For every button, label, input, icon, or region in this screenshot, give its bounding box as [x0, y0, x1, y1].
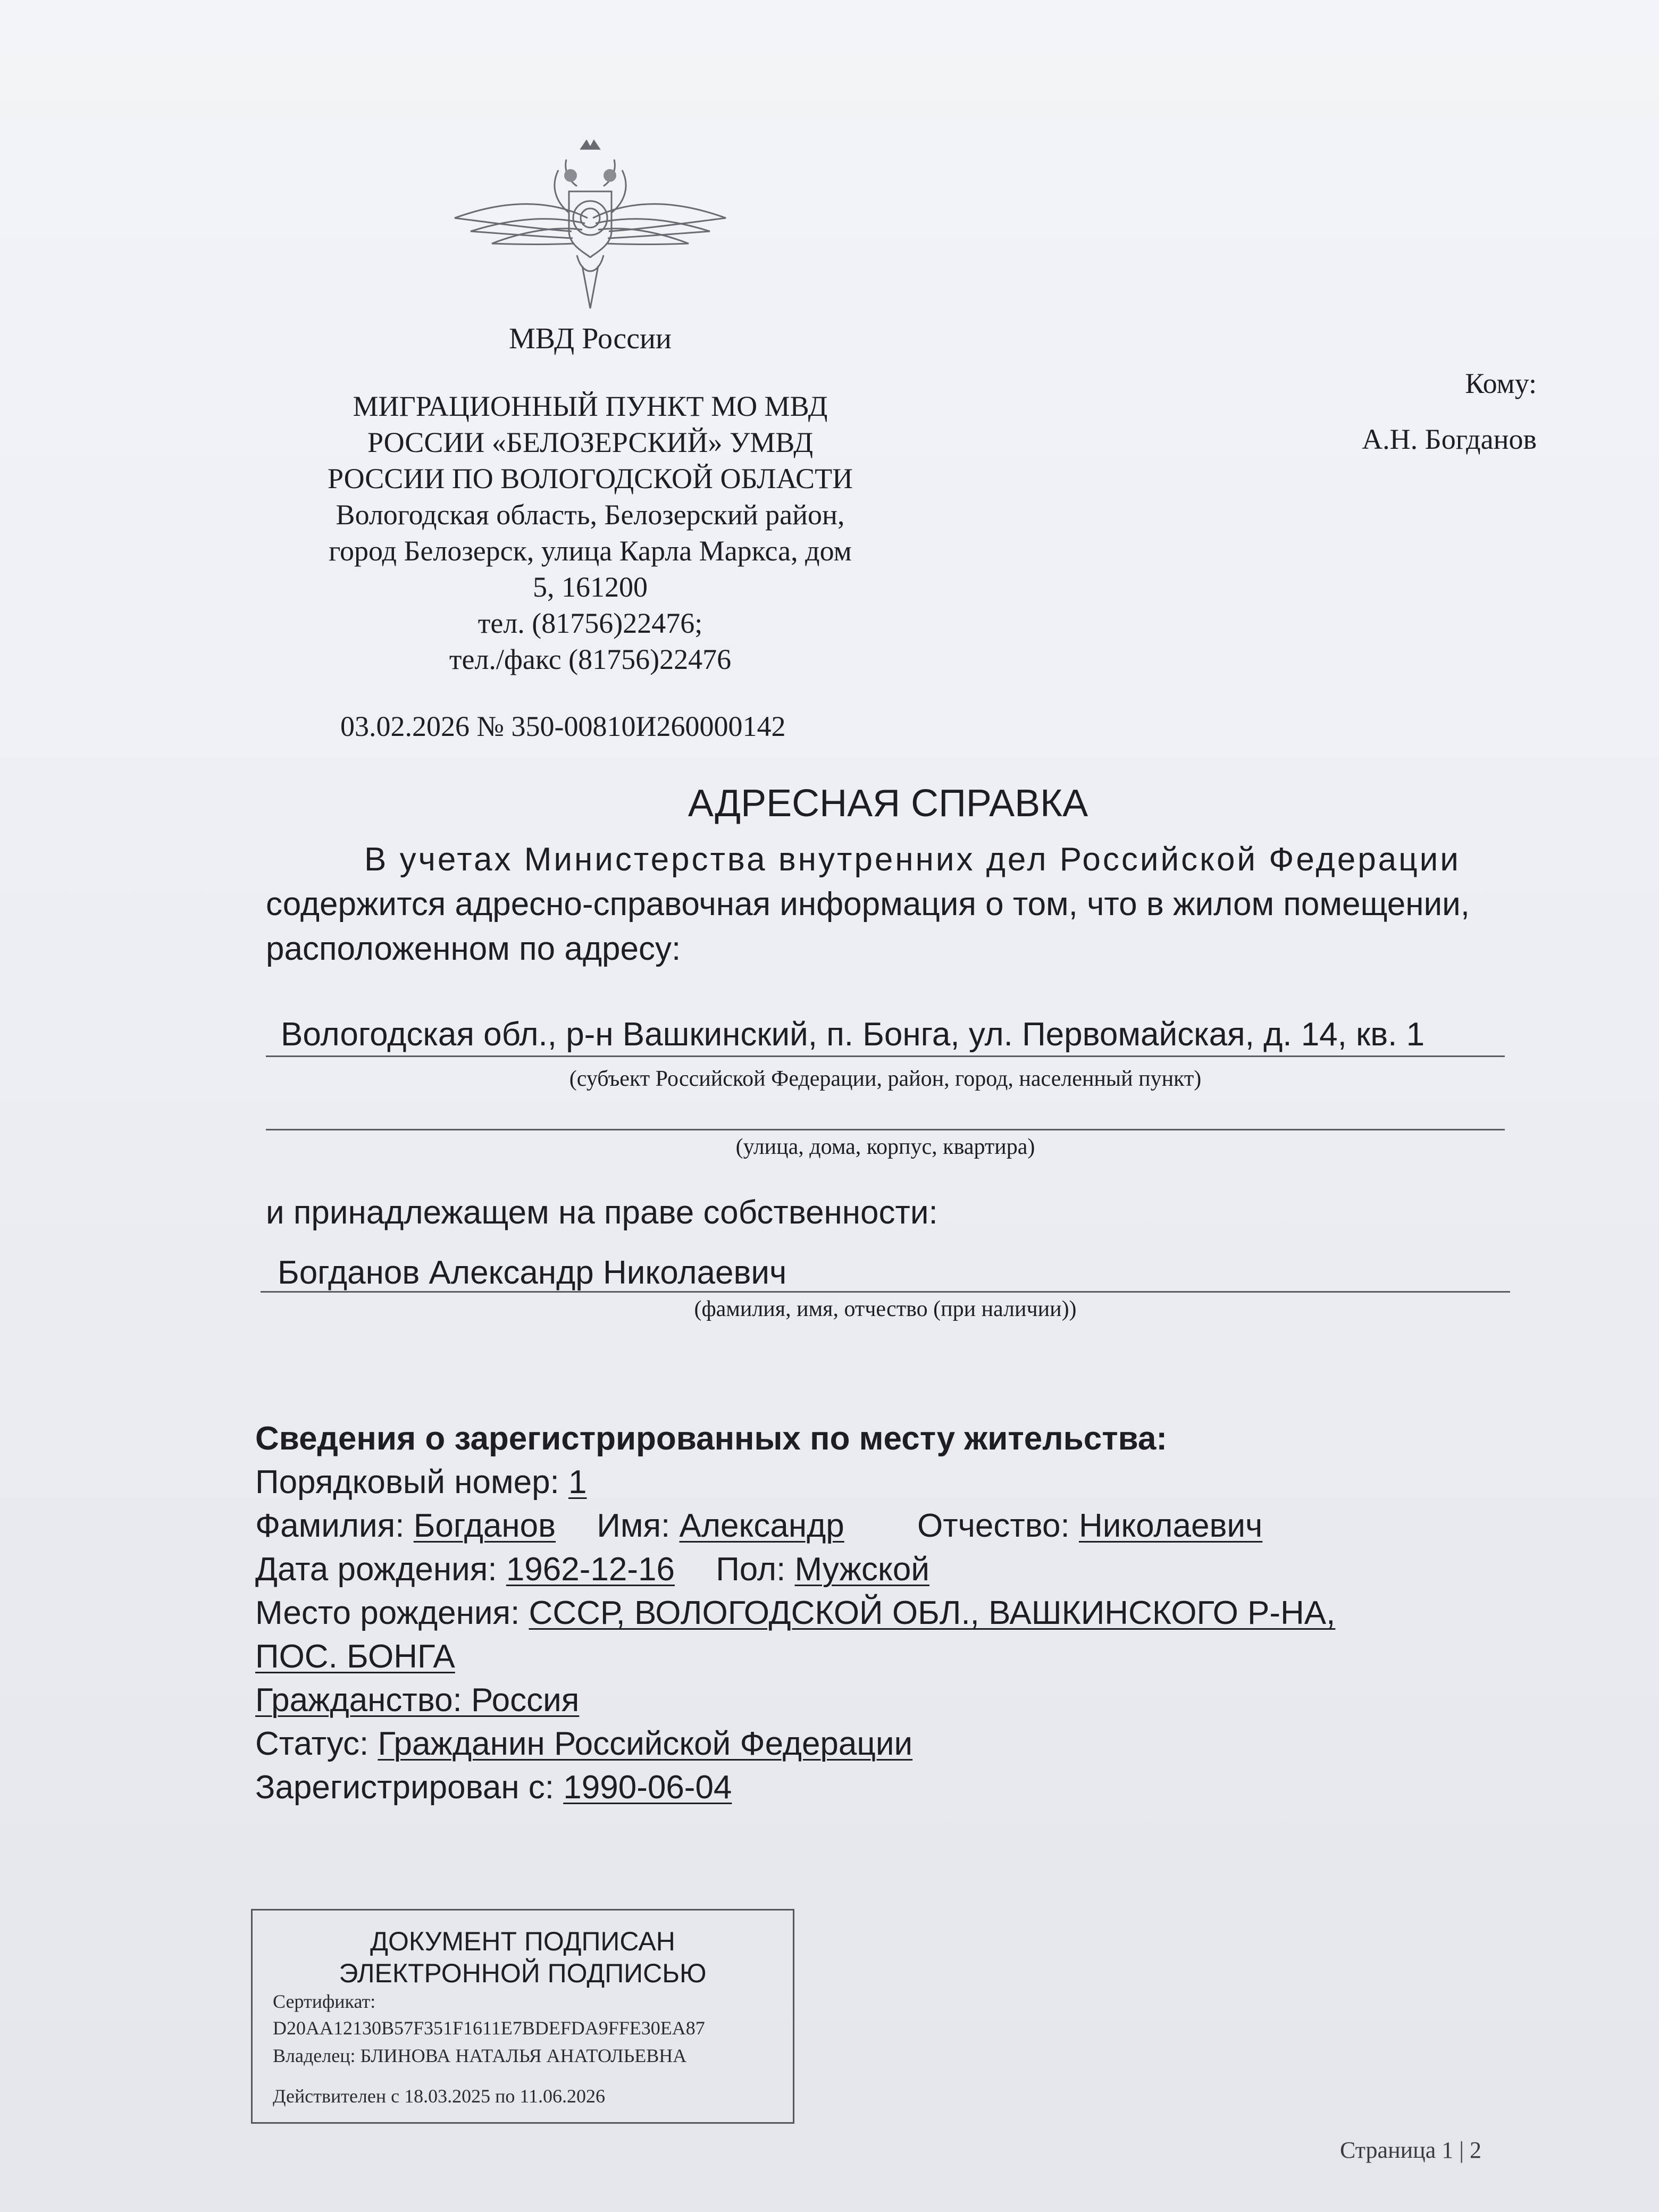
ministry-name: МВД России	[508, 322, 672, 355]
sender-line: РОССИИ ПО ВОЛОГОДСКОЙ ОБЛАСТИ	[327, 463, 853, 495]
birthplace-value-cont: ПОС. БОНГА	[255, 1638, 455, 1675]
birthdate-value: 1962-12-16	[506, 1551, 675, 1588]
signature-title	[253, 1925, 793, 1989]
certificate-label: Сертификат:	[273, 1991, 376, 2012]
number-label: Порядковый номер:	[255, 1464, 559, 1501]
birth-row	[255, 1548, 1531, 1591]
intro-line: расположенном по адресу:	[266, 931, 681, 967]
sender-line: тел./факс (81756)22476	[449, 643, 732, 675]
status-label: Статус:	[255, 1725, 369, 1762]
document-number: 03.02.2026 № 350-00810И260000142	[340, 710, 786, 742]
signature-title-line: ДОКУМЕНТ ПОДПИСАН	[370, 1926, 675, 1956]
address-value: Вологодская обл., р-н Вашкинский, п. Бонга, ул. Первомайская, д. 14, кв. 1	[281, 1016, 1425, 1053]
sender-line: МИГРАЦИОННЫЙ ПУНКТ МО МВД	[353, 390, 828, 422]
document-title: АДРЕСНАЯ СПРАВКА	[688, 782, 1088, 825]
owner-underline	[261, 1291, 1510, 1293]
owner-caption: (фамилия, имя, отчество (при наличии))	[694, 1297, 1077, 1321]
patronymic-label: Отчество:	[917, 1507, 1070, 1544]
sex-label: Пол:	[716, 1551, 786, 1588]
registration-heading: Сведения о зарегистрированных по месту жительства:	[255, 1420, 1167, 1457]
sender-line: тел. (81756)22476;	[477, 607, 703, 639]
birthplace-row	[255, 1591, 1531, 1635]
intro-line: содержится адресно-справочная информация о том, что в жилом помещении,	[266, 886, 1470, 923]
registered-row	[255, 1766, 1531, 1809]
registered-label: Зарегистрирован с:	[255, 1769, 555, 1806]
sex-value: Мужской	[794, 1551, 929, 1588]
owner-value: Богданов Александр Николаевич	[278, 1254, 787, 1291]
signature-title-line: ЭЛЕКТРОННОЙ ПОДПИСЬЮ	[339, 1958, 707, 1988]
citizenship-row	[255, 1679, 1531, 1722]
page-number: Страница 1 | 2	[1340, 2137, 1482, 2163]
sender-line: Вологодская область, Белозерский район,	[336, 499, 845, 531]
certificate-value: D20AA12130B57F351F1611E7BDEFDA9FFE30EA87	[273, 2017, 705, 2039]
firstname-label: Имя:	[597, 1507, 671, 1544]
status-value: Гражданин Российской Федерации	[378, 1725, 913, 1762]
address-caption-street: (улица, дома, корпус, квартира)	[735, 1135, 1035, 1159]
sender-line: 5, 161200	[533, 571, 648, 603]
address-caption-region: (субъект Российской Федерации, район, город, населенный пункт)	[569, 1067, 1202, 1091]
patronymic-value: Николаевич	[1078, 1507, 1263, 1544]
sender-line: город Белозерск, улица Карла Маркса, дом	[329, 535, 852, 567]
birthdate-label: Дата рождения:	[255, 1551, 497, 1588]
sender-line: РОССИИ «БЕЛОЗЕРСКИЙ» УМВД	[367, 426, 814, 458]
firstname-value: Александр	[679, 1507, 844, 1544]
number-row	[255, 1461, 1531, 1504]
registration-block	[255, 1417, 1531, 1809]
name-row	[255, 1504, 1531, 1548]
address-underline	[266, 1055, 1505, 1057]
street-underline	[266, 1129, 1505, 1130]
owner-label: и принадлежащем на праве собственности:	[266, 1194, 938, 1231]
electronic-signature-stamp	[251, 1909, 794, 2124]
surname-value: Богданов	[413, 1507, 556, 1544]
sender-block	[276, 388, 904, 677]
intro-line: В учетах Министерства внутренних дел Российской Федерации	[364, 841, 1461, 878]
birthplace-value: СССР, ВОЛОГОДСКОЙ ОБЛ., ВАШКИНСКОГО Р-НА,	[529, 1595, 1336, 1631]
citizenship-value: Гражданство: Россия	[255, 1682, 580, 1719]
birthplace-row-cont	[255, 1635, 1531, 1679]
surname-label: Фамилия:	[255, 1507, 405, 1544]
recipient-name: А.Н. Богданов	[1362, 423, 1537, 455]
signature-validity: Действителен с 18.03.2025 по 11.06.2026	[273, 2085, 606, 2107]
birthplace-label: Место рождения:	[255, 1595, 520, 1631]
signature-owner: Владелец: БЛИНОВА НАТАЛЬЯ АНАТОЛЬЕВНА	[273, 2045, 687, 2066]
registered-value: 1990-06-04	[563, 1769, 732, 1806]
status-row	[255, 1722, 1531, 1766]
intro-paragraph	[266, 837, 1526, 971]
mvd-emblem-icon	[449, 138, 731, 314]
recipient-label: Кому:	[1465, 367, 1537, 399]
number-value: 1	[568, 1464, 587, 1501]
